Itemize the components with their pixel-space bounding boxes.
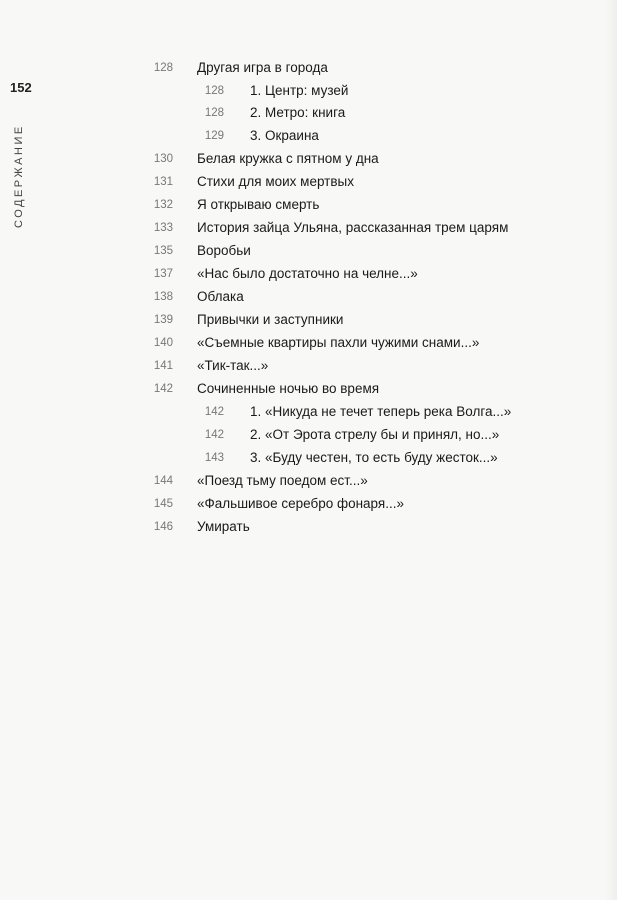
toc-title: Белая кружка с пятном у дна <box>197 151 379 166</box>
toc-page-number: 143 <box>204 452 224 464</box>
toc-title: Сочиненные ночью во время <box>197 381 380 396</box>
toc-page-number: 140 <box>153 337 173 349</box>
page-number: 152 <box>10 80 32 95</box>
toc-page-number: 135 <box>153 245 173 257</box>
toc-page-number: 145 <box>153 498 173 510</box>
toc-page-number: 128 <box>204 107 224 119</box>
toc-page-number: 139 <box>153 314 173 326</box>
toc-page-number: 141 <box>153 360 173 372</box>
toc-page-number: 131 <box>153 176 173 188</box>
toc-page-number: 146 <box>153 521 173 533</box>
toc-page-number: 138 <box>153 291 173 303</box>
toc-page-number: 128 <box>204 85 224 97</box>
section-label: СОДЕРЖАНИЕ <box>13 124 25 228</box>
toc-title: Облака <box>197 289 244 304</box>
toc-page-number: 142 <box>153 383 173 395</box>
toc-title: 1. Центр: музей <box>250 83 349 98</box>
toc-title: «Съемные квартиры пахли чужими снами...» <box>197 335 480 350</box>
toc-page-number: 133 <box>153 222 173 234</box>
toc-title: 2. Метро: книга <box>250 105 346 120</box>
toc-title: Умирать <box>197 519 250 534</box>
toc-title: 2. «От Эрота стрелу бы и принял, но...» <box>250 427 500 442</box>
toc-title: Привычки и заступники <box>197 312 344 327</box>
page-edge-shadow <box>605 0 617 900</box>
toc-title: История зайца Ульяна, рассказанная трем царям <box>197 220 509 235</box>
toc-title: 3. «Буду честен, то есть буду жесток...» <box>250 450 498 465</box>
toc-title: «Поезд тьму поедом ест...» <box>197 473 368 488</box>
toc-title: «Тик-так...» <box>197 358 269 373</box>
toc-page-number: 129 <box>204 130 224 142</box>
toc-title: Я открываю смерть <box>197 197 320 212</box>
toc-title: 1. «Никуда не течет теперь река Волга...» <box>250 404 512 419</box>
toc-page-number: 130 <box>153 153 173 165</box>
toc-title: «Фальшивое серебро фонаря...» <box>197 496 404 511</box>
toc-title: «Нас было достаточно на челне...» <box>197 266 418 281</box>
toc-page-number: 132 <box>153 199 173 211</box>
toc-page-number: 144 <box>153 475 173 487</box>
toc-title: 3. Окраина <box>250 128 319 143</box>
toc-page-number: 137 <box>153 268 173 280</box>
toc-page-number: 128 <box>153 62 173 74</box>
toc-page-number: 142 <box>204 429 224 441</box>
toc-title: Воробьи <box>197 243 251 258</box>
toc-title: Стихи для моих мертвых <box>197 174 354 189</box>
toc-page-number: 142 <box>204 406 224 418</box>
toc-title: Другая игра в города <box>197 60 328 75</box>
